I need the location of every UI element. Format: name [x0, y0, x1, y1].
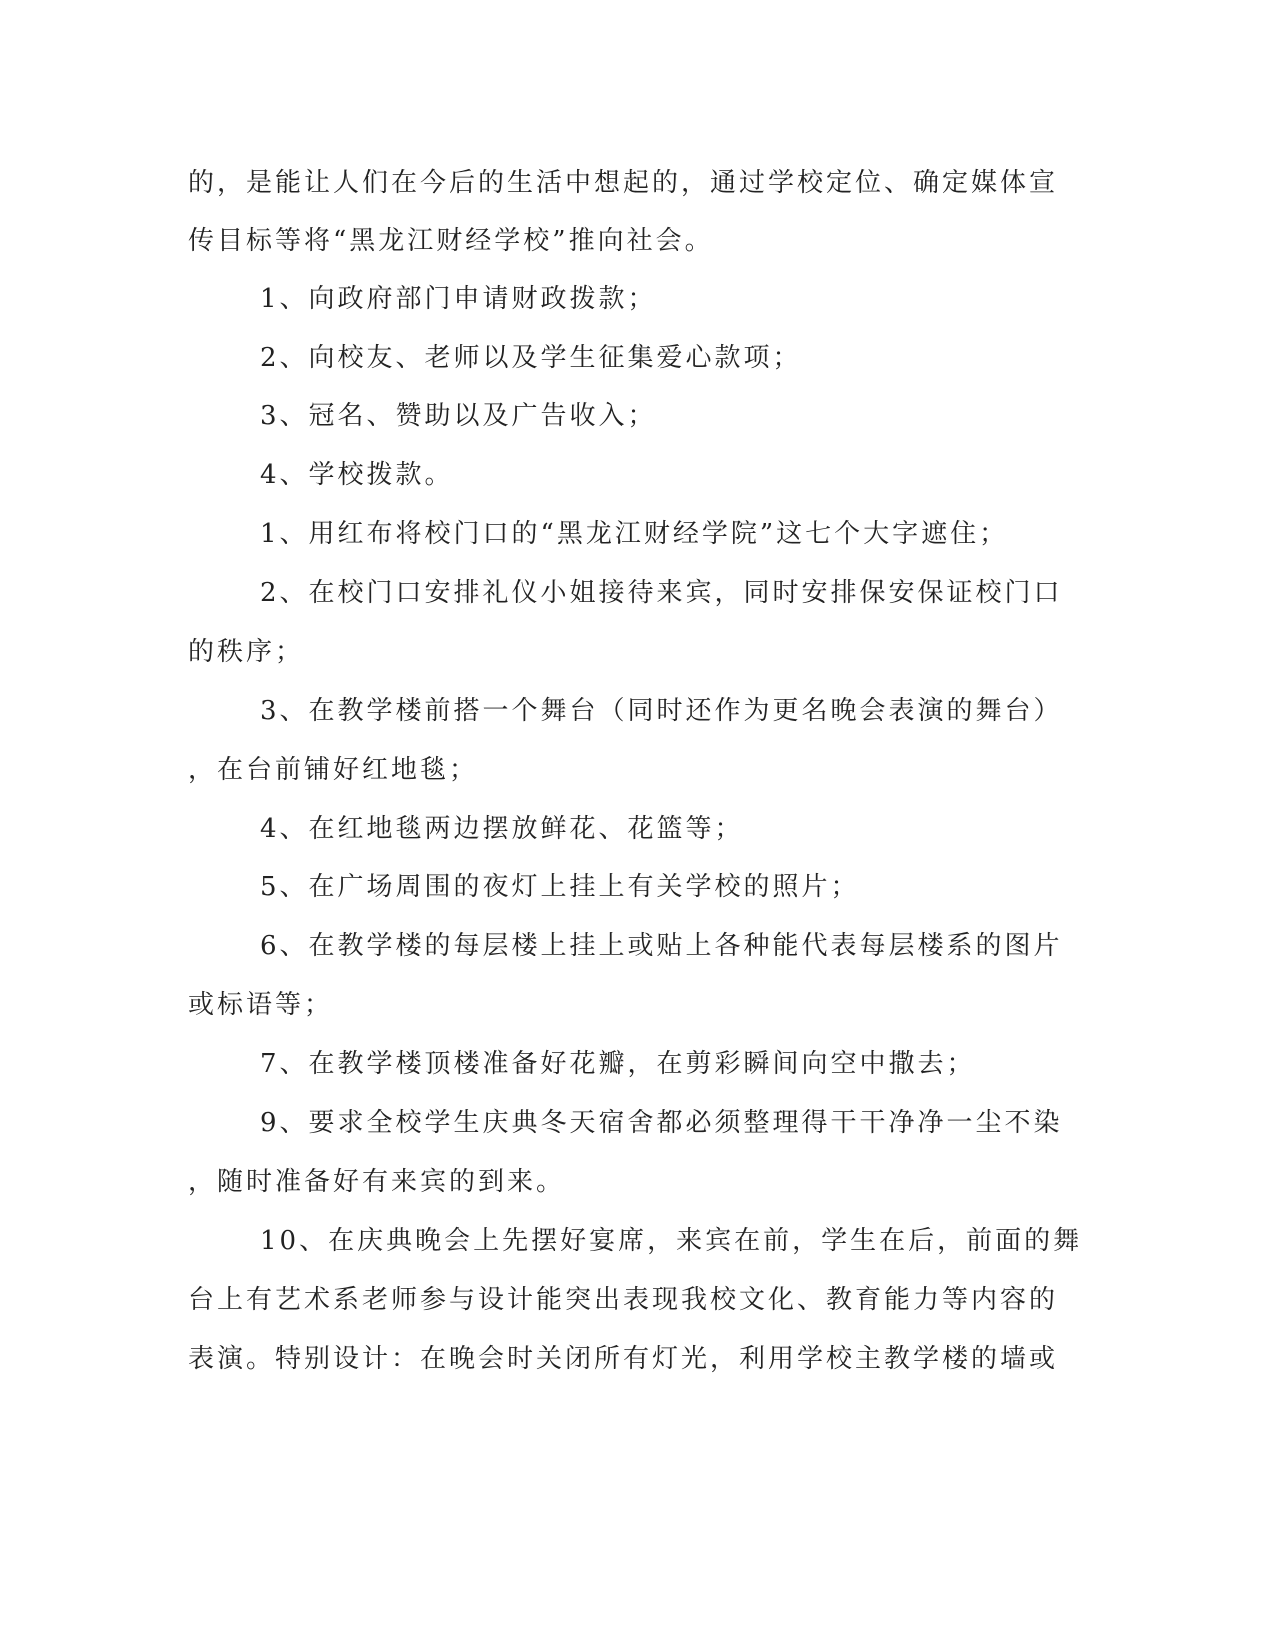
list-item: 10、在庆典晚会上先摆好宴席，来宾在前，学生在后，前面的舞: [260, 1226, 1083, 1256]
text-line: 或标语等；: [188, 990, 334, 1020]
text-line: ，在台前铺好红地毯；: [188, 755, 479, 785]
text-line: 台上有艺术系老师参与设计能突出表现我校文化、教育能力等内容的: [188, 1285, 1059, 1315]
list-item: 7、在教学楼顶楼准备好花瓣，在剪彩瞬间向空中撒去；: [260, 1049, 976, 1079]
list-item: 4、在红地毯两边摆放鲜花、花篮等；: [260, 814, 744, 844]
list-item: 1、向政府部门申请财政拨款；: [260, 284, 657, 314]
list-item: 1、用红布将校门口的“黑龙江财经学院”这七个大字遮住；: [260, 519, 1009, 549]
list-item: 5、在广场周围的夜灯上挂上有关学校的照片；: [260, 872, 860, 902]
list-item: 2、在校门口安排礼仪小姐接待来宾，同时安排保安保证校门口: [260, 578, 1063, 608]
text-line: 的，是能让人们在今后的生活中想起的，通过学校定位、确定媒体宣: [188, 168, 1059, 198]
list-item: 6、在教学楼的每层楼上挂上或贴上各种能代表每层楼系的图片: [260, 931, 1063, 961]
list-item: 4、学校拨款。: [260, 460, 454, 490]
text-line: 传目标等将“黑龙江财经学校”推向社会。: [188, 226, 714, 256]
list-item: 9、要求全校学生庆典冬天宿舍都必须整理得干干净净一尘不染: [260, 1108, 1063, 1138]
text-line: 表演。特别设计：在晚会时关闭所有灯光，利用学校主教学楼的墙或: [188, 1344, 1059, 1374]
list-item: 3、冠名、赞助以及广告收入；: [260, 401, 657, 431]
list-item: 3、在教学楼前搭一个舞台（同时还作为更名晚会表演的舞台）: [260, 696, 1063, 726]
list-item: 2、向校友、老师以及学生征集爱心款项；: [260, 343, 802, 373]
text-line: 的秩序；: [188, 637, 305, 667]
text-line: ，随时准备好有来宾的到来。: [188, 1167, 566, 1197]
